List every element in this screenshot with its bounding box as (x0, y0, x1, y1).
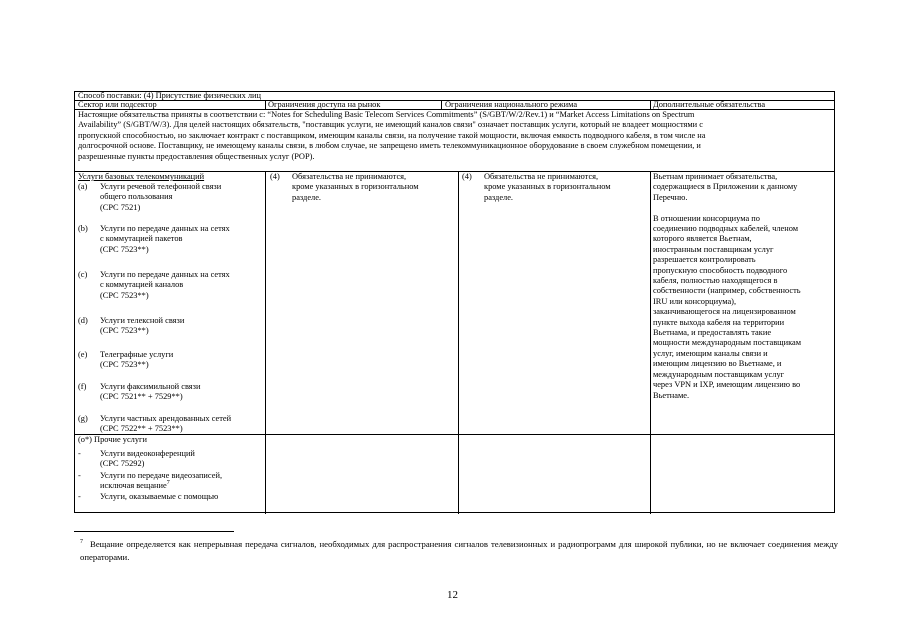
additional-line: Перечню. (653, 192, 688, 202)
basic-telecom-row (75, 172, 834, 435)
item-line: (CPC 7523**) (100, 326, 149, 336)
item-line: Телеграфные услуги (100, 350, 174, 359)
ma-line: Обязательства не принимаются, (292, 172, 407, 181)
item-line: (CPC 7521** + 7529**) (100, 392, 183, 402)
additional-line: Вьетнам принимает обязательства, (653, 172, 778, 181)
additional-line: разрешается контролировать (653, 255, 756, 265)
page-number: 12 (447, 589, 458, 601)
footnote (80, 538, 838, 564)
nt-line: Обязательства не принимаются, (484, 172, 599, 181)
item-line: Услуги видеоконференций (100, 449, 195, 458)
basic-telecom-title: Услуги базовых телекоммуникаций (78, 172, 205, 181)
ma-line: разделе. (292, 192, 322, 202)
additional-line: Вьетнаме. (653, 390, 690, 400)
intro-line: Availability” (S/GBT/W/3). Для целей настоящих обязательств, "поставщик услуги, не имеющий каналов связи" означает поставщик услуги, который не владеет мощностями с (78, 120, 703, 130)
ma-line: кроме указанных в горизонтальном (292, 182, 419, 192)
item-letter: (f) (78, 382, 87, 391)
header-row (75, 101, 834, 110)
item-letter: (c) (78, 270, 88, 279)
additional-line: которого является Вьетнам, (653, 234, 752, 244)
intro-line: долгосрочной основе. Поставщику, не имеющему каналы связи, в любом случае, не запрещено иметь телекоммуникационное оборудование в своем служебном помещении, и (78, 141, 701, 151)
item-line: Услуги телексной связи (100, 316, 185, 325)
additional-line: международным поставщикам услуг (653, 369, 785, 379)
header-national-treatment: Ограничения национального режима (445, 100, 578, 109)
additional-line: заканчивающегося на лицензированном (653, 307, 796, 317)
item-letter: (d) (78, 316, 88, 325)
item-line: (CPC 75292) (100, 459, 145, 469)
additional-line (653, 203, 833, 213)
additional-line: соединению подводных кабелей, членом (653, 224, 799, 234)
item-line: (CPC 7521) (100, 202, 141, 212)
footnote-text: Вещание определяется как непрерывная передача сигналов, необходимых для распространения сигналов телевизионных и радиопрограмм для широкой публики, но не включает соединения между операторами. (80, 539, 839, 562)
column-divider (650, 172, 651, 514)
additional-line: Вьетнама, и предоставлять такие (653, 328, 772, 338)
intro-line: разрешенные пункты предоставления общественных услуг (POP). (78, 151, 315, 161)
intro-line: Настоящие обязательства приняты в соответствии с: “Notes for Scheduling Basic Telecom Services Commitments” (S/GBT/W/2/Rev.1) и “Market Access Limitations on Spectrum (78, 110, 695, 119)
additional-line: IRU или консорциума), (653, 296, 737, 306)
commitments-table (74, 91, 835, 513)
item-line: Услуги факсимильной связи (100, 382, 201, 391)
additional-line: через VPN и IXP, имеющим лицензию во (653, 380, 801, 390)
item-line: с коммутацией пакетов (100, 234, 183, 244)
item-line: (CPC 7523**) (100, 360, 149, 370)
item-line: с коммутацией каналов (100, 280, 184, 290)
intro-text (78, 110, 706, 162)
item-line-text: исключая вещание (100, 481, 167, 491)
item-line: Услуги, оказываемые с помощью (100, 492, 219, 501)
item-line: общего пользования (100, 192, 173, 202)
column-divider (265, 101, 266, 110)
column-divider (458, 172, 459, 514)
item-line: Услуги частных арендованных сетей (100, 414, 232, 423)
header-sector: Сектор или подсектор (78, 100, 157, 109)
footnote-number: 7 (80, 539, 83, 546)
additional-line: пункте выхода кабеля на территории (653, 317, 785, 327)
item-line: (CPC 7523**) (100, 244, 149, 254)
item-line: Услуги речевой телефонной связи (100, 182, 222, 191)
item-letter: (g) (78, 414, 88, 423)
additional-line: В отношении консорциума по (653, 213, 760, 223)
header-market-access: Ограничения доступа на рынок (268, 100, 381, 109)
additional-line: пропускную способность подводного (653, 265, 788, 275)
additional-line: мощности международным поставщикам (653, 338, 802, 348)
additional-line: кабеля, полностью находящегося в (653, 276, 778, 286)
other-services-title: (o*) Прочие услуги (78, 435, 147, 444)
ma-mode: (4) (270, 172, 280, 181)
column-divider (441, 101, 442, 110)
additional-line: содержащиеся в Приложении к данному (653, 182, 798, 192)
additional-cell (653, 172, 833, 401)
item-line: (CPC 7523**) (100, 290, 149, 300)
item-bullet: - (78, 449, 81, 458)
nt-line: разделе. (484, 192, 514, 202)
item-line: Услуги по передаче данных на сетях (100, 270, 230, 279)
item-line: Услуги по передаче данных на сетях (100, 224, 230, 233)
other-services-row (75, 435, 834, 514)
item-line: (CPC 7522** + 7523**) (100, 424, 183, 434)
nt-line: кроме указанных в горизонтальном (484, 182, 611, 192)
header-additional: Дополнительные обязательства (653, 100, 766, 109)
intro-line: пропускной способностью, но заключает контракт с поставщиком, имеющим каналы связи, на получение такой мощности, включая емкость подводного кабеля, в том числе на (78, 130, 706, 140)
item-letter: (a) (78, 182, 88, 191)
item-letter: (b) (78, 224, 88, 233)
item-bullet: - (78, 492, 81, 501)
item-bullet: - (78, 471, 81, 480)
column-divider (265, 172, 266, 514)
mode-label: Способ поставки: (4) Присутствие физических лиц (78, 91, 262, 100)
footnote-ref: 7 (166, 480, 170, 487)
additional-line: собственности (например, собственность (653, 286, 801, 296)
intro-row (75, 110, 834, 172)
column-divider (650, 101, 651, 110)
item-letter: (e) (78, 350, 88, 359)
additional-line: услуг, имеющим каналы связи и (653, 348, 768, 358)
item-line (100, 481, 170, 491)
item-line: Услуги по передаче видеозаписей, (100, 471, 223, 480)
additional-line: иностранным поставщикам услуг (653, 244, 774, 254)
additional-line: имеющим лицензию во Вьетнаме, и (653, 359, 782, 369)
footnote-separator (74, 531, 234, 532)
nt-mode: (4) (462, 172, 472, 181)
